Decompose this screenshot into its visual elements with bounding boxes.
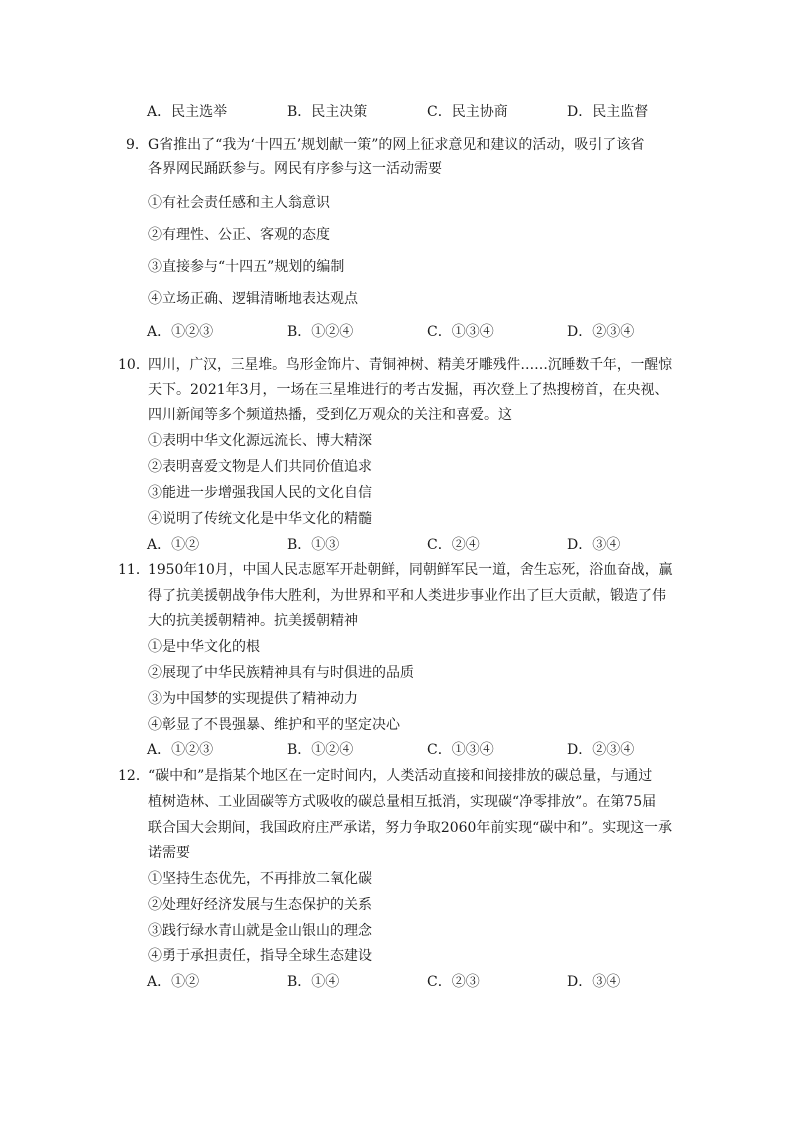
q12-stem-line-4: 诺需要: [148, 845, 190, 861]
q12-stem-line-2: 植树造林、工业固碳等方式吸收的碳总量相互抵消，实现碳“净零排放”。在第75届: [148, 794, 657, 810]
q12-statement-4: ④勇于承担责任，指导全球生态建设: [148, 948, 372, 964]
q9-stem-line-1: G省推出了“我为‘十四五’规划献一策”的网上征求意见和建议的活动，吸引了该省: [148, 137, 645, 153]
q12-statement-2: ②处理好经济发展与生态保护的关系: [148, 897, 372, 913]
q10-option-a: A．①②: [147, 537, 200, 553]
q10-option-b: B．①③: [287, 537, 340, 553]
q12-statement-1: ①坚持生态优先，不再排放二氧化碳: [148, 871, 372, 887]
q9-statement-3: ③直接参与“十四五”规划的编制: [148, 259, 345, 275]
q11-option-a: A．①②③: [147, 742, 214, 758]
q11-statement-4: ④彰显了不畏强暴、维护和平的坚定决心: [148, 717, 400, 733]
q10-stem-line-3: 四川新闻等多个频道热播，受到亿万观众的关注和喜爱。这: [148, 407, 512, 423]
q8-option-a: A．民主选举: [147, 104, 228, 120]
q9-statement-2: ②有理性、公正、客观的态度: [148, 227, 330, 243]
q10-stem-line-1: 四川，广汉，三星堆。鸟形金饰片、青铜神树、精美牙雕残件……沉睡数千年，一醒惊: [148, 357, 672, 373]
q10-statement-3: ③能进一步增强我国人民的文化自信: [148, 485, 372, 501]
q11-option-b: B．①②④: [287, 742, 354, 758]
q9-statement-4: ④立场正确、逻辑清晰地表达观点: [148, 291, 358, 307]
q11-option-d: D．②③④: [567, 742, 635, 758]
q8-option-b: B．民主决策: [287, 104, 368, 120]
q11-stem-line-1: 1950年10月，中国人民志愿军开赴朝鲜，同朝鲜军民一道，舍生忘死，浴血奋战，赢: [148, 562, 673, 578]
q12-option-a: A．①②: [147, 974, 200, 990]
q9-option-a: A．①②③: [147, 324, 214, 340]
q10-option-d: D．③④: [567, 537, 621, 553]
q10-option-c: C．②④: [427, 537, 480, 553]
q11-option-c: C．①③④: [427, 742, 494, 758]
q10-number: 10．: [118, 357, 150, 373]
q9-option-c: C．①③④: [427, 324, 494, 340]
q11-stem-line-3: 大的抗美援朝精神。抗美援朝精神: [148, 613, 358, 629]
q12-option-c: C．②③: [427, 974, 480, 990]
q10-statement-2: ②表明喜爱文物是人们共同价值追求: [148, 459, 372, 475]
q12-stem-line-1: “碳中和”是指某个地区在一定时间内，人类活动直接和间接排放的碳总量，与通过: [148, 768, 653, 784]
q10-stem-line-2: 天下。2021年3月，一场在三星堆进行的考古发掘，再次登上了热搜榜首，在央视、: [148, 382, 669, 398]
q12-option-b: B．①④: [287, 974, 340, 990]
q12-number: 12．: [118, 768, 150, 784]
q8-option-c: C．民主协商: [427, 104, 508, 120]
q11-stem-line-2: 得了抗美援朝战争伟大胜利，为世界和平和人类进步事业作出了巨大贡献，锻造了伟: [148, 588, 666, 604]
q11-statement-3: ③为中国梦的实现提供了精神动力: [148, 691, 358, 707]
q11-statement-2: ②展现了中华民族精神具有与时俱进的品质: [148, 665, 414, 681]
q9-stem-line-2: 各界网民踊跃参与。网民有序参与这一活动需要: [148, 161, 442, 177]
q11-number: 11．: [118, 562, 150, 578]
q11-statement-1: ①是中华文化的根: [148, 639, 260, 655]
q10-statement-1: ①表明中华文化源远流长、博大精深: [148, 433, 372, 449]
q12-stem-line-3: 联合国大会期间，我国政府庄严承诺，努力争取2060年前实现“碳中和”。实现这一承: [148, 820, 672, 836]
q12-option-d: D．③④: [567, 974, 621, 990]
q12-statement-3: ③践行绿水青山就是金山银山的理念: [148, 923, 372, 939]
q9-option-d: D．②③④: [567, 324, 635, 340]
q10-statement-4: ④说明了传统文化是中华文化的精髓: [148, 511, 372, 527]
q8-option-d: D．民主监督: [567, 104, 649, 120]
q9-statement-1: ①有社会责任感和主人翁意识: [148, 195, 330, 211]
q9-number: 9．: [126, 137, 149, 153]
q9-option-b: B．①②④: [287, 324, 354, 340]
